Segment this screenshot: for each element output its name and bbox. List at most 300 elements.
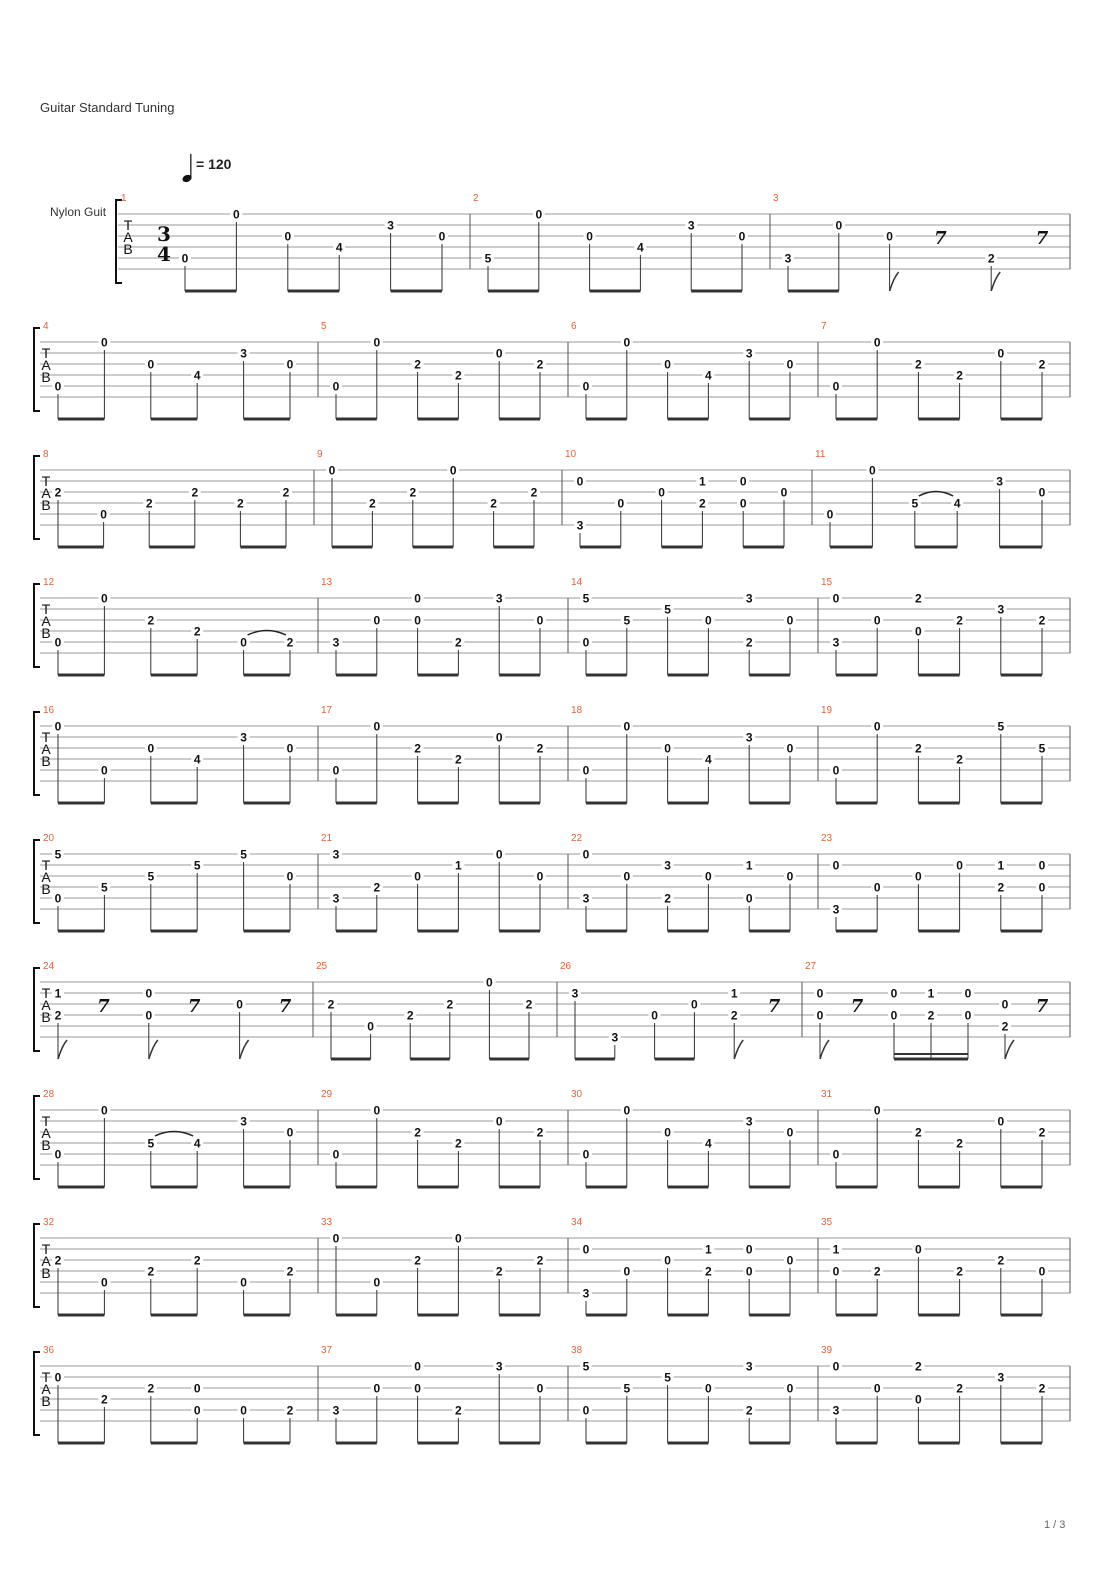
fret-number: 5 (1038, 741, 1046, 756)
fret-number: 1 (705, 1242, 712, 1257)
fret-number: 0 (745, 1264, 753, 1279)
measure-number: 20 (43, 833, 55, 844)
fret-number: 2 (873, 1264, 881, 1279)
fret-number: 0 (240, 1275, 247, 1290)
tab-clef-letter: T (123, 217, 133, 233)
measure-number: 12 (43, 577, 55, 588)
tab-clef-letter: T (41, 985, 51, 1001)
fret-number: 0 (832, 763, 840, 778)
fret-number: 0 (623, 1264, 631, 1279)
tuning-label: Guitar Standard Tuning (40, 100, 175, 115)
fret-number: 3 (387, 218, 394, 233)
fret-number: 2 (147, 1264, 155, 1279)
fret-number: 0 (414, 1381, 421, 1396)
fret-number: 0 (832, 858, 840, 873)
fret-number: 0 (373, 1103, 381, 1118)
fret-number: 0 (101, 1275, 108, 1290)
eighth-rest: 7 (934, 228, 947, 249)
fret-number: 0 (495, 730, 503, 745)
measure-number: 30 (571, 1089, 583, 1100)
fret-number: 0 (1038, 858, 1046, 873)
fret-number: 0 (240, 1403, 247, 1418)
fret-number: 0 (664, 357, 671, 372)
fret-number: 0 (414, 591, 421, 606)
fret-number: 2 (414, 357, 421, 372)
measure-number: 2 (473, 193, 479, 204)
fret-number: 2 (536, 1125, 544, 1140)
tab-clef-letter: B (41, 625, 51, 641)
fret-number: 0 (332, 1231, 340, 1246)
fret-number: 0 (786, 1253, 794, 1268)
fret-number: 0 (739, 474, 747, 489)
fret-number: 2 (745, 635, 753, 650)
fret-number: 2 (956, 1264, 963, 1279)
tab-clef-letter: A (41, 1253, 51, 1269)
fret-number: 4 (193, 1136, 201, 1151)
fret-number: 5 (240, 847, 247, 862)
fret-number: 3 (332, 847, 340, 862)
fret-number: 0 (367, 1019, 374, 1034)
fret-number: 0 (617, 496, 625, 511)
fret-number: 2 (530, 485, 538, 500)
system-bracket (34, 1224, 40, 1307)
measure-number: 21 (321, 833, 333, 844)
measure-number: 9 (317, 449, 323, 460)
tab-clef-letter: B (41, 1009, 51, 1025)
fret-number: 2 (54, 1008, 62, 1023)
fret-number: 0 (101, 335, 108, 350)
fret-number: 5 (582, 591, 590, 606)
fret-number: 0 (890, 986, 898, 1001)
fret-number: 0 (101, 763, 108, 778)
fret-number: 2 (956, 613, 963, 628)
fret-number: 0 (705, 869, 712, 884)
fret-number: 0 (1038, 1264, 1046, 1279)
fret-number: 0 (786, 1125, 794, 1140)
fret-number: 0 (101, 591, 108, 606)
fret-number: 0 (997, 1114, 1005, 1129)
fret-number: 2 (1001, 1019, 1009, 1034)
fret-number: 2 (1038, 1381, 1046, 1396)
fret-number: 2 (286, 1403, 294, 1418)
fret-number: 0 (816, 986, 824, 1001)
fret-number: 0 (576, 474, 584, 489)
fret-number: 3 (745, 1114, 753, 1129)
fret-number: 0 (780, 485, 788, 500)
fret-number: 0 (664, 1125, 671, 1140)
fret-number: 0 (145, 1008, 153, 1023)
fret-number: 0 (286, 357, 294, 372)
instrument-name: Nylon Guit (50, 205, 107, 219)
fret-number: 0 (328, 463, 336, 478)
fret-number: 0 (332, 379, 340, 394)
time-signature-top: 3 (157, 222, 171, 246)
fret-number: 1 (455, 858, 462, 873)
fret-number: 3 (832, 1403, 840, 1418)
fret-number: 3 (495, 591, 503, 606)
eighth-rest: 7 (1035, 228, 1049, 249)
fret-number: 3 (240, 730, 247, 745)
tab-clef-letter: A (123, 229, 133, 245)
tab-clef-letter: T (41, 1369, 51, 1385)
fret-number: 5 (54, 847, 62, 862)
fret-number: 2 (915, 357, 922, 372)
fret-number: 0 (1038, 880, 1046, 895)
fret-number: 4 (637, 240, 644, 255)
fret-number: 1 (54, 986, 62, 1001)
fret-number: 0 (786, 741, 794, 756)
fret-number: 3 (240, 1114, 247, 1129)
fret-number: 0 (414, 869, 421, 884)
fret-number: 3 (611, 1030, 619, 1045)
fret-number: 2 (490, 496, 497, 511)
fret-number: 0 (582, 763, 590, 778)
tab-clef-letter: B (41, 1265, 51, 1281)
fret-number: 0 (664, 741, 671, 756)
fret-number: 0 (786, 613, 794, 628)
fret-number: 0 (873, 335, 881, 350)
fret-number: 2 (455, 368, 462, 383)
fret-number: 2 (536, 1253, 544, 1268)
tab-clef-letter: T (41, 1113, 51, 1129)
fret-number: 3 (997, 602, 1005, 617)
fret-number: 0 (414, 613, 421, 628)
fret-number: 0 (54, 635, 62, 650)
fret-number: 3 (997, 1370, 1005, 1385)
fret-number: 0 (869, 463, 876, 478)
fret-number: 2 (191, 485, 199, 500)
eighth-rest: 7 (278, 996, 292, 1017)
fret-number: 2 (369, 496, 376, 511)
fret-number: 0 (915, 1242, 922, 1257)
tab-clef-letter: A (41, 741, 51, 757)
fret-number: 2 (147, 613, 155, 628)
fret-number: 0 (964, 1008, 972, 1023)
page-number: 1 / 3 (1044, 1519, 1066, 1531)
fret-number: 2 (282, 485, 290, 500)
fret-number: 2 (536, 357, 544, 372)
fret-number: 0 (832, 1264, 840, 1279)
tab-clef-letter: A (41, 997, 51, 1013)
fret-number: 3 (784, 251, 792, 266)
fret-number: 0 (449, 463, 457, 478)
fret-number: 0 (236, 997, 243, 1012)
system-bracket (34, 1352, 40, 1435)
fret-number: 2 (54, 485, 62, 500)
fret-number: 0 (147, 741, 155, 756)
system-bracket (34, 1096, 40, 1179)
time-signature-bottom: 4 (157, 242, 171, 266)
measure-number: 16 (43, 705, 55, 716)
fret-number: 2 (915, 1359, 922, 1374)
fret-number: 0 (495, 1114, 503, 1129)
fret-number: 2 (915, 591, 922, 606)
eighth-flag (991, 272, 1000, 291)
fret-number: 2 (956, 368, 963, 383)
fret-number: 5 (147, 869, 155, 884)
fret-number: 4 (705, 1136, 712, 1151)
fret-number: 2 (1038, 357, 1046, 372)
fret-number: 2 (455, 1403, 462, 1418)
fret-number: 3 (745, 730, 753, 745)
fret-number: 5 (664, 602, 671, 617)
fret-number: 2 (525, 997, 533, 1012)
tab-clef-letter: T (41, 345, 51, 361)
eighth-flag (149, 1040, 158, 1059)
fret-number: 0 (286, 1125, 294, 1140)
fret-number: 0 (145, 986, 153, 1001)
fret-number: 2 (745, 1403, 753, 1418)
fret-number: 2 (145, 496, 153, 511)
fret-number: 0 (582, 847, 590, 862)
fret-number: 2 (327, 997, 335, 1012)
fret-number: 0 (786, 869, 794, 884)
fret-number: 0 (101, 1103, 108, 1118)
fret-number: 0 (915, 624, 922, 639)
fret-number: 0 (100, 507, 107, 522)
fret-number: 0 (582, 1403, 590, 1418)
fret-number: 3 (832, 635, 840, 650)
fret-number: 0 (332, 1147, 340, 1162)
fret-number: 3 (495, 1359, 503, 1374)
fret-number: 0 (886, 229, 893, 244)
measure-number: 24 (43, 961, 55, 972)
fret-number: 2 (987, 251, 995, 266)
measure-number: 4 (43, 321, 49, 332)
fret-number: 2 (956, 1381, 963, 1396)
measure-number: 37 (321, 1345, 333, 1356)
measure-number: 8 (43, 449, 49, 460)
fret-number: 0 (835, 218, 843, 233)
measure-number: 10 (565, 449, 577, 460)
fret-number: 0 (956, 858, 963, 873)
fret-number: 0 (286, 741, 294, 756)
fret-number: 0 (1038, 485, 1046, 500)
fret-number: 3 (832, 902, 840, 917)
fret-number: 0 (536, 869, 544, 884)
fret-number: 0 (286, 869, 294, 884)
measure-number: 33 (321, 1217, 333, 1228)
fret-number: 0 (964, 986, 972, 1001)
fret-number: 2 (406, 1008, 414, 1023)
fret-number: 0 (623, 1103, 631, 1118)
measure-number: 31 (821, 1089, 833, 1100)
fret-number: 0 (915, 1392, 922, 1407)
fret-number: 0 (623, 719, 631, 734)
tab-clef-letter: B (41, 1393, 51, 1409)
fret-number: 2 (705, 1264, 712, 1279)
fret-number: 0 (816, 1008, 824, 1023)
fret-number: 3 (745, 346, 753, 361)
measure-number: 18 (571, 705, 583, 716)
fret-number: 3 (745, 591, 753, 606)
measure-number: 6 (571, 321, 577, 332)
system-bracket (34, 584, 40, 667)
fret-number: 4 (953, 496, 961, 511)
tab-clef-letter: A (41, 1381, 51, 1397)
fret-number: 0 (623, 869, 631, 884)
fret-number: 1 (832, 1242, 840, 1257)
fret-number: 2 (997, 1253, 1005, 1268)
fret-number: 2 (446, 997, 454, 1012)
system-bracket (116, 200, 122, 283)
fret-number: 3 (332, 1403, 340, 1418)
fret-number: 3 (576, 518, 584, 533)
measure-number: 35 (821, 1217, 833, 1228)
fret-number: 2 (409, 485, 417, 500)
measure-number: 27 (805, 961, 817, 972)
fret-number: 0 (826, 507, 834, 522)
measure-number: 1 (121, 193, 127, 204)
tab-clef-letter: B (41, 881, 51, 897)
fret-number: 0 (705, 613, 712, 628)
fret-number: 3 (240, 346, 247, 361)
measure-number: 17 (321, 705, 333, 716)
tempo-marking: = 120 (196, 156, 232, 172)
fret-number: 0 (873, 1381, 881, 1396)
system-bracket (34, 712, 40, 795)
system-bracket (34, 328, 40, 411)
measure-number: 23 (821, 833, 833, 844)
tab-clef-letter: B (41, 1137, 51, 1153)
fret-number: 0 (832, 1359, 840, 1374)
tab-clef-letter: A (41, 485, 51, 501)
measure-number: 22 (571, 833, 583, 844)
fret-number: 0 (623, 335, 631, 350)
fret-number: 3 (664, 858, 671, 873)
fret-number: 0 (193, 1381, 201, 1396)
fret-number: 0 (373, 335, 381, 350)
fret-number: 0 (745, 891, 753, 906)
fret-number: 0 (233, 207, 240, 222)
tab-clef-letter: A (41, 357, 51, 373)
eighth-flag (240, 1040, 249, 1059)
fret-number: 0 (832, 591, 840, 606)
fret-number: 3 (996, 474, 1003, 489)
measure-number: 7 (821, 321, 827, 332)
measure-number: 32 (43, 1217, 55, 1228)
measure-number: 28 (43, 1089, 55, 1100)
fret-number: 2 (237, 496, 244, 511)
fret-number: 3 (582, 1286, 590, 1301)
fret-number: 0 (284, 229, 292, 244)
fret-number: 0 (455, 1231, 462, 1246)
fret-number: 2 (730, 1008, 738, 1023)
fret-number: 5 (623, 1381, 631, 1396)
fret-number: 4 (335, 240, 343, 255)
eighth-flag (820, 1040, 829, 1059)
fret-number: 2 (536, 741, 544, 756)
fret-number: 2 (956, 752, 963, 767)
eighth-rest: 7 (767, 996, 781, 1017)
fret-number: 5 (582, 1359, 590, 1374)
fret-number: 0 (582, 1147, 590, 1162)
eighth-flag (1005, 1040, 1014, 1059)
fret-number: 0 (832, 1147, 840, 1162)
tab-clef-letter: A (41, 1125, 51, 1141)
fret-number: 0 (873, 1103, 881, 1118)
fret-number: 0 (414, 1359, 421, 1374)
fret-number: 0 (786, 357, 794, 372)
measure-number: 19 (821, 705, 833, 716)
fret-number: 5 (623, 613, 631, 628)
measure-number: 13 (321, 577, 333, 588)
fret-number: 0 (486, 975, 493, 990)
fret-number: 0 (181, 251, 189, 266)
fret-number: 0 (373, 1381, 381, 1396)
fret-number: 4 (193, 368, 201, 383)
fret-number: 0 (495, 346, 503, 361)
fret-number: 2 (414, 741, 421, 756)
fret-number: 5 (484, 251, 492, 266)
fret-number: 0 (582, 635, 590, 650)
system-bracket (34, 840, 40, 923)
eighth-rest: 7 (187, 996, 201, 1017)
fret-number: 0 (438, 229, 446, 244)
system-bracket (34, 968, 40, 1051)
fret-number: 2 (915, 1125, 922, 1140)
fret-number: 3 (571, 986, 579, 1001)
measure-number: 5 (321, 321, 327, 332)
fret-number: 0 (536, 1381, 544, 1396)
fret-number: 0 (582, 1242, 590, 1257)
fret-number: 5 (997, 719, 1005, 734)
fret-number: 0 (915, 869, 922, 884)
tab-clef-letter: T (41, 1241, 51, 1257)
eighth-rest: 7 (850, 996, 864, 1017)
measure-number: 39 (821, 1345, 833, 1356)
fret-number: 2 (927, 1008, 935, 1023)
fret-number: 0 (705, 1381, 712, 1396)
eighth-flag (734, 1040, 743, 1059)
measure-number: 11 (815, 449, 826, 460)
fret-number: 0 (54, 1370, 62, 1385)
fret-number: 2 (1038, 1125, 1046, 1140)
fret-number: 2 (997, 880, 1005, 895)
fret-number: 1 (730, 986, 738, 1001)
fret-number: 0 (745, 1242, 753, 1257)
fret-number: 0 (240, 635, 247, 650)
tab-clef-letter: B (41, 497, 51, 513)
fret-number: 2 (495, 1264, 503, 1279)
tab-clef-letter: B (123, 241, 133, 257)
tab-clef-letter: T (41, 601, 51, 617)
fret-number: 0 (691, 997, 698, 1012)
fret-number: 0 (832, 379, 840, 394)
system-bracket (34, 456, 40, 539)
tab-clef-letter: B (41, 369, 51, 385)
fret-number: 2 (1038, 613, 1046, 628)
measure-number: 29 (321, 1089, 333, 1100)
fret-number: 2 (286, 1264, 294, 1279)
fret-number: 2 (373, 880, 381, 895)
fret-number: 0 (997, 346, 1005, 361)
measure-number: 26 (560, 961, 572, 972)
eighth-rest: 7 (1035, 996, 1049, 1017)
fret-number: 0 (535, 207, 543, 222)
fret-number: 0 (664, 1253, 671, 1268)
fret-number: 0 (873, 880, 881, 895)
fret-number: 0 (54, 1147, 62, 1162)
tab-clef-letter: A (41, 869, 51, 885)
fret-number: 2 (455, 1136, 462, 1151)
measure-number: 36 (43, 1345, 55, 1356)
fret-number: 0 (147, 357, 155, 372)
fret-number: 0 (582, 379, 590, 394)
eighth-flag (58, 1040, 67, 1059)
fret-number: 2 (286, 635, 294, 650)
fret-number: 1 (997, 858, 1005, 873)
